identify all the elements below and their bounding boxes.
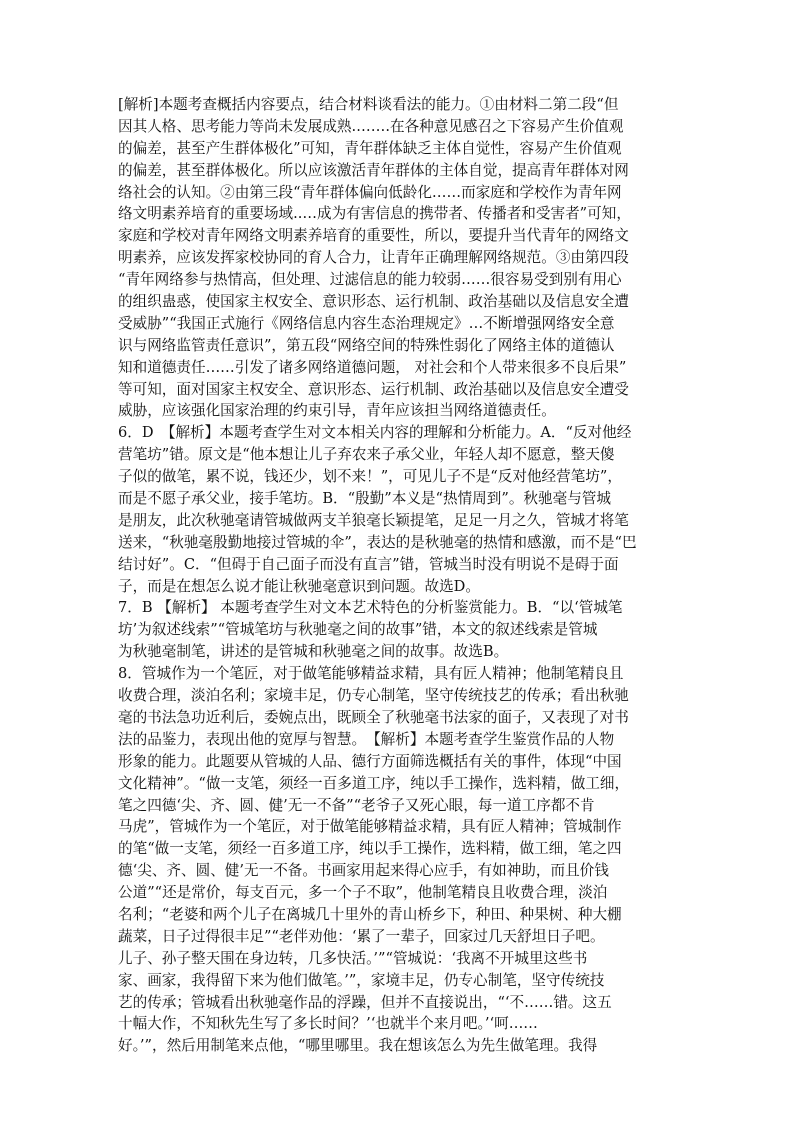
text-line: 文化精神”。“做一支笔，须经一百多道工序，纯以手工操作，选料精，做工细，: [118, 774, 630, 792]
text-line: 公道”“还是常价，每支百元，多一个子不取”，他制笔精良且收费合理，淡泊: [118, 884, 608, 902]
text-line: 营笔坊”错。原文是“他本想让儿子弃农来子承父业，年轻人却不愿意，整天傻: [118, 446, 615, 464]
text-line: 蔬菜，日子过得很丰足”“老伴劝他：‘累了一辈子，回家过几天舒坦日子吧。: [118, 927, 605, 945]
text-line: 法的品鉴力，表现出他的宽厚与智慧。 【解析】本题考查学生鉴赏作品的人物: [118, 730, 615, 748]
text-line: 艺的传承；管城看出秋驰毫作品的浮躁，但并不直接说出，“‘不……错。这五: [118, 993, 612, 1011]
text-line: 的笔“做一支笔，须经一百多道工序，纯以手工操作，选料精，做工细，笔之四: [118, 840, 622, 858]
text-line: 名利；“老婆和两个儿子在离城几十里外的青山桥乡下，种田、种果树、种大棚: [118, 905, 622, 923]
text-line: 坊’为叙述线索”“管城笔坊与秋驰毫之间的故事”错，本文的叙述线索是管城: [118, 621, 598, 639]
text-line: 子，而是在想怎么说才能让秋驰毫意识到问题。故选D。: [118, 577, 480, 595]
text-line: 络社会的认知。②由第三段“青年群体偏向低龄化……而家庭和学校作为青年网: [118, 183, 622, 201]
text-line: 威胁，应该强化国家治理的约束引导，青年应该担当网络道德责任。: [118, 402, 556, 420]
text-line: 马虎”，管城作为一个笔匠，对于做笔能够精益求精，具有匠人精神；管城制作: [118, 818, 622, 836]
answer-analysis-text: [118, 94, 686, 1057]
text-line: 子似的做笔，累不说，钱还少，划不来！”，可见儿子不是“反对他经营笔坊”，: [118, 468, 622, 486]
text-line: 8．管城作为一个笔匠，对于做笔能够精益求精，具有匠人精神；他制笔精良且: [118, 665, 624, 683]
text-line: 德‘尖、齐、圆、健’无一不备。书画家用起来得心应手，有如神助，而且价钱: [118, 862, 609, 880]
text-line: 送来，“秋驰毫殷勤地接过管城的伞”，表达的是秋驰毫的热情和感激，而不是“巴: [118, 533, 637, 551]
text-line: 因其人格、思考能力等尚未发展成熟.…….在各种意见感召之下容易产生价值观: [118, 117, 624, 135]
text-line: 的偏差，甚至群体极化。所以应该激活青年群体的主体自觉，提高青年群体对网: [118, 161, 629, 179]
text-line: 知和道德责任……引发了诸多网络道德问题， 对社会和个人带来很多不良后果”: [118, 358, 627, 376]
text-line: 等可知，面对国家主权安全、意识形态、运行机制、政治基础以及信息安全遭受: [118, 380, 629, 398]
text-line: 好。’”，然后用制笔来点他，“哪里哪里。我在想该怎么为先生做笔理。我得: [118, 1037, 598, 1055]
text-line: 结讨好”。C．“但碍于自己面子而没有直言”错，管城当时没有明说不是碍于面: [118, 555, 619, 573]
text-line: 的组织蛊惑，使国家主权安全、意识形态、运行机制、政治基础以及信息安全遭: [118, 293, 629, 311]
text-line: 家、画家，我得留下来为他们做笔。’”，家境丰足，仍专心制笔，坚守传统技: [118, 971, 605, 989]
bottom-margin: [0, 1020, 794, 1123]
text-line: 是朋友，此次秋驰毫请管城做两支羊狼毫长颖提笔，足足一月之久，管城才将笔: [118, 511, 629, 529]
text-line: 家庭和学校对青年网络文明素养培育的重要性，所以，要提升当代青年的网络文: [118, 227, 629, 245]
text-line: 笔之四德‘尖、齐、圆、健’无一不备”“老爷子又死心眼，每一道工序都不肯: [118, 796, 595, 814]
text-line: [解析]本题考查概括内容要点，结合材料谈看法的能力。①由材料二第二段“但: [118, 96, 619, 113]
text-line: 形象的能力。此题要从管城的人品、德行方面筛选概括有关的事件，体现“中国: [118, 752, 622, 770]
text-line: “青年网络参与热情高，但处理、过滤信息的能力较弱……很容易受到别有用心: [118, 271, 622, 289]
text-line: 的偏差，甚至产生群体极化”可知，青年群体缺乏主体自觉性，容易产生价值观: [118, 139, 622, 157]
text-line: 络文明素养培育的重要场域..…成为有害信息的携带者、传播者和受害者”可知，: [118, 205, 631, 223]
text-line: 识与网络监管责任意识”，第五段“网络空间的特殊性弱化了网络主体的道德认: [118, 336, 615, 354]
text-line: 6．D 【解析】本题考查学生对文本相关内容的理解和分析能力。A．“反对他经: [118, 424, 632, 442]
text-line: 而是不愿子承父业，接手笔坊。B．“殷勤”本义是“热情周到”。秋驰毫与管城: [118, 490, 611, 508]
text-line: 7．B 【解析】 本题考查学生对文本艺术特色的分析鉴赏能力。B．“以‘管城笔: [118, 599, 623, 617]
text-line: 儿子、孙子整天围在身边转，几多快活。’”“管城说：‘我离不开城里这些书: [118, 949, 588, 967]
text-line: 明素养，应该发挥家校协同的育人合力，让青年正确理解网络规范。③由第四段: [118, 249, 629, 267]
text-line: 收费合理，淡泊名利；家境丰足，仍专心制笔，坚守传统技艺的传承；看出秋驰: [118, 687, 629, 705]
text-line: 为秋驰毫制笔，讲述的是管城和秋驰毫之间的故事。故选B。: [118, 643, 509, 661]
text-line: 毫的书法急功近利后，委婉点出，既顾全了秋驰毫书法家的面子，又表现了对书: [118, 708, 629, 726]
text-line: 十幅大作，不知秋先生写了多长时间？’‘也就半个来月吧。’‘呵……: [118, 1015, 538, 1033]
text-line: 受威胁”“我国正式施行《网络信息内容生态治理规定》…不断增强网络安全意: [118, 314, 615, 332]
